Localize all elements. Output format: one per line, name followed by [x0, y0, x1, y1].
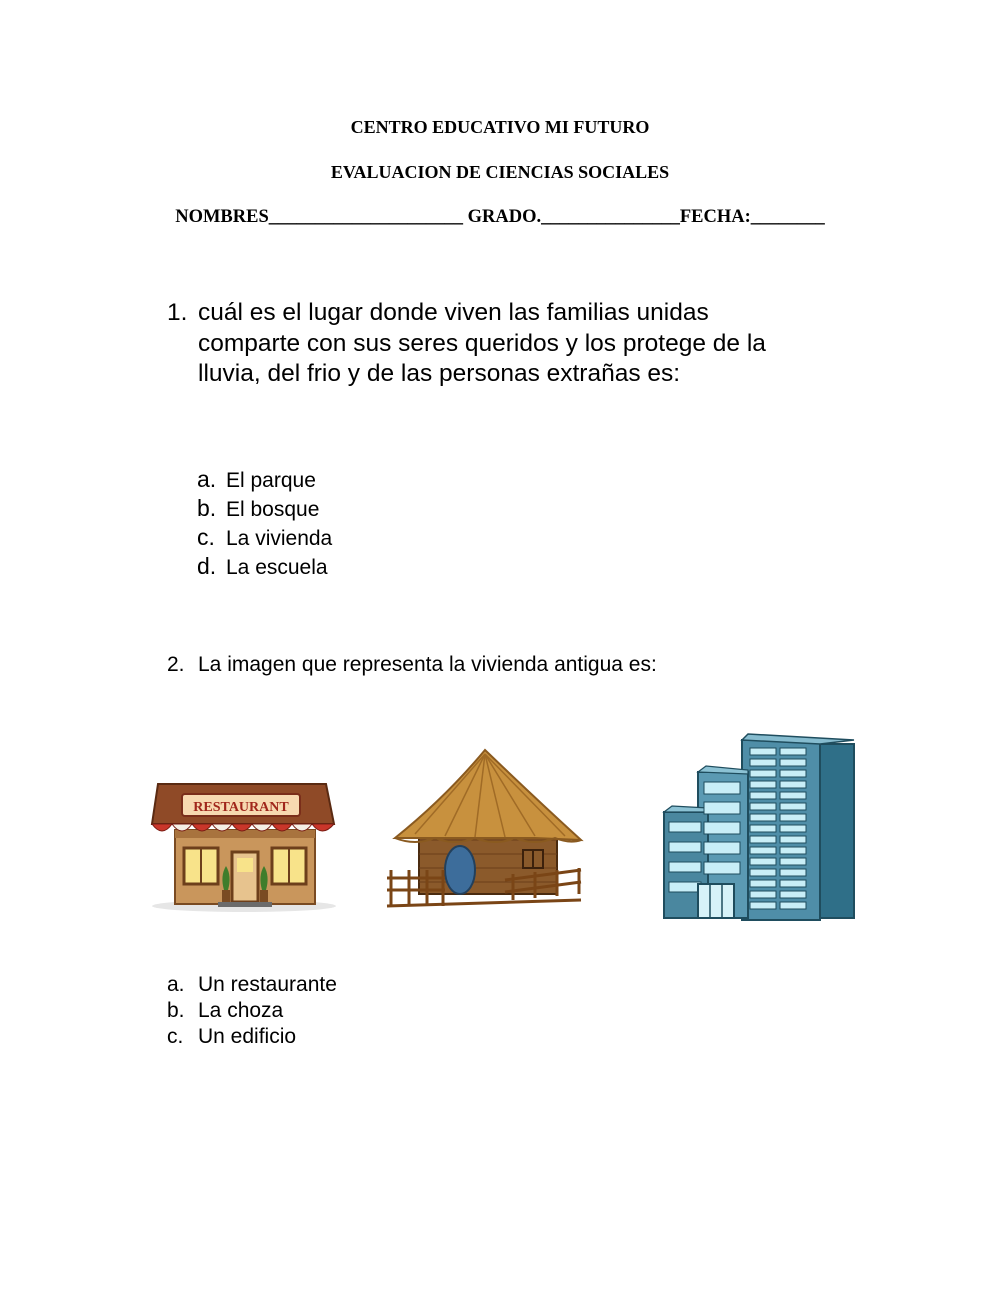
- window-pane: [750, 814, 776, 821]
- q1-option-b[interactable]: [197, 495, 319, 522]
- window-pane: [750, 836, 776, 843]
- exam-title: EVALUACION DE CIENCIAS SOCIALES: [330, 162, 670, 182]
- window-pane: [780, 847, 806, 854]
- option-letter: d.: [197, 553, 217, 579]
- window-pane: [750, 803, 776, 810]
- option-text: El parque: [226, 469, 316, 492]
- window-pane: [780, 759, 806, 766]
- window-pane: [780, 770, 806, 777]
- window-pane: [750, 847, 776, 854]
- window-pane: [780, 748, 806, 755]
- question-line: lluvia, del frio y de las personas extrañas es:: [198, 360, 681, 387]
- building-image[interactable]: [662, 732, 858, 924]
- option-letter: b.: [197, 495, 217, 521]
- window-pane: [750, 770, 776, 777]
- window-pane: [750, 891, 776, 898]
- window-pane: [669, 842, 701, 852]
- option-letter: b.: [167, 999, 185, 1022]
- question-text: La imagen que representa la vivienda antigua es:: [198, 653, 657, 676]
- q2-option-a[interactable]: [167, 973, 337, 997]
- window-pane: [750, 781, 776, 788]
- window-pane: [750, 792, 776, 799]
- option-letter: c.: [167, 1025, 184, 1048]
- window-pane: [780, 814, 806, 821]
- option-letter: a.: [167, 973, 185, 996]
- window-pane: [704, 822, 740, 834]
- option-text: Un edificio: [198, 1025, 297, 1048]
- window-pane: [780, 880, 806, 887]
- question-line: cuál es el lugar donde viven las familias unidas: [198, 299, 709, 326]
- restaurant-sign-text: RESTAURANT: [193, 800, 289, 815]
- question-number: 1.: [167, 299, 188, 326]
- window-pane: [750, 880, 776, 887]
- window-pane: [669, 862, 701, 872]
- window-pane: [780, 858, 806, 865]
- window-pane: [750, 748, 776, 755]
- option-letter: c.: [197, 524, 215, 550]
- window-pane: [780, 902, 806, 909]
- q1-option-a[interactable]: [197, 466, 316, 493]
- window-pane: [704, 782, 740, 794]
- option-text: La choza: [198, 999, 284, 1022]
- q1-option-c[interactable]: [197, 524, 332, 551]
- window-pane: [780, 792, 806, 799]
- question-number: 2.: [167, 653, 185, 676]
- student-fields: NOMBRES_____________________ GRADO._______________FECHA:________: [175, 207, 825, 227]
- hut-image[interactable]: [385, 748, 590, 910]
- window-pane: [750, 902, 776, 909]
- window-pane: [750, 825, 776, 832]
- option-text: Un restaurante: [198, 973, 337, 996]
- restaurant-image[interactable]: [148, 772, 338, 914]
- window-pane: [750, 869, 776, 876]
- question-2: [167, 653, 657, 677]
- school-name: CENTRO EDUCATIVO MI FUTURO: [350, 117, 650, 137]
- window-pane: [704, 862, 740, 874]
- window-pane: [780, 869, 806, 876]
- window-pane: [780, 825, 806, 832]
- window-pane: [704, 842, 740, 854]
- option-text: La escuela: [226, 556, 328, 579]
- window-pane: [750, 858, 776, 865]
- q2-option-c[interactable]: [167, 1025, 296, 1049]
- window-pane: [669, 822, 701, 832]
- window-pane: [669, 882, 701, 892]
- question-line: comparte con sus seres queridos y los protege de la: [198, 329, 766, 357]
- window-pane: [780, 836, 806, 843]
- window-pane: [750, 759, 776, 766]
- window-pane: [780, 781, 806, 788]
- window-pane: [704, 802, 740, 814]
- q1-option-d[interactable]: [197, 553, 328, 580]
- option-text: El bosque: [226, 498, 320, 521]
- option-letter: a.: [197, 466, 217, 492]
- question-text: [198, 298, 766, 390]
- window-pane: [780, 803, 806, 810]
- option-text: La vivienda: [226, 527, 333, 550]
- window-pane: [780, 891, 806, 898]
- q2-option-b[interactable]: [167, 999, 283, 1023]
